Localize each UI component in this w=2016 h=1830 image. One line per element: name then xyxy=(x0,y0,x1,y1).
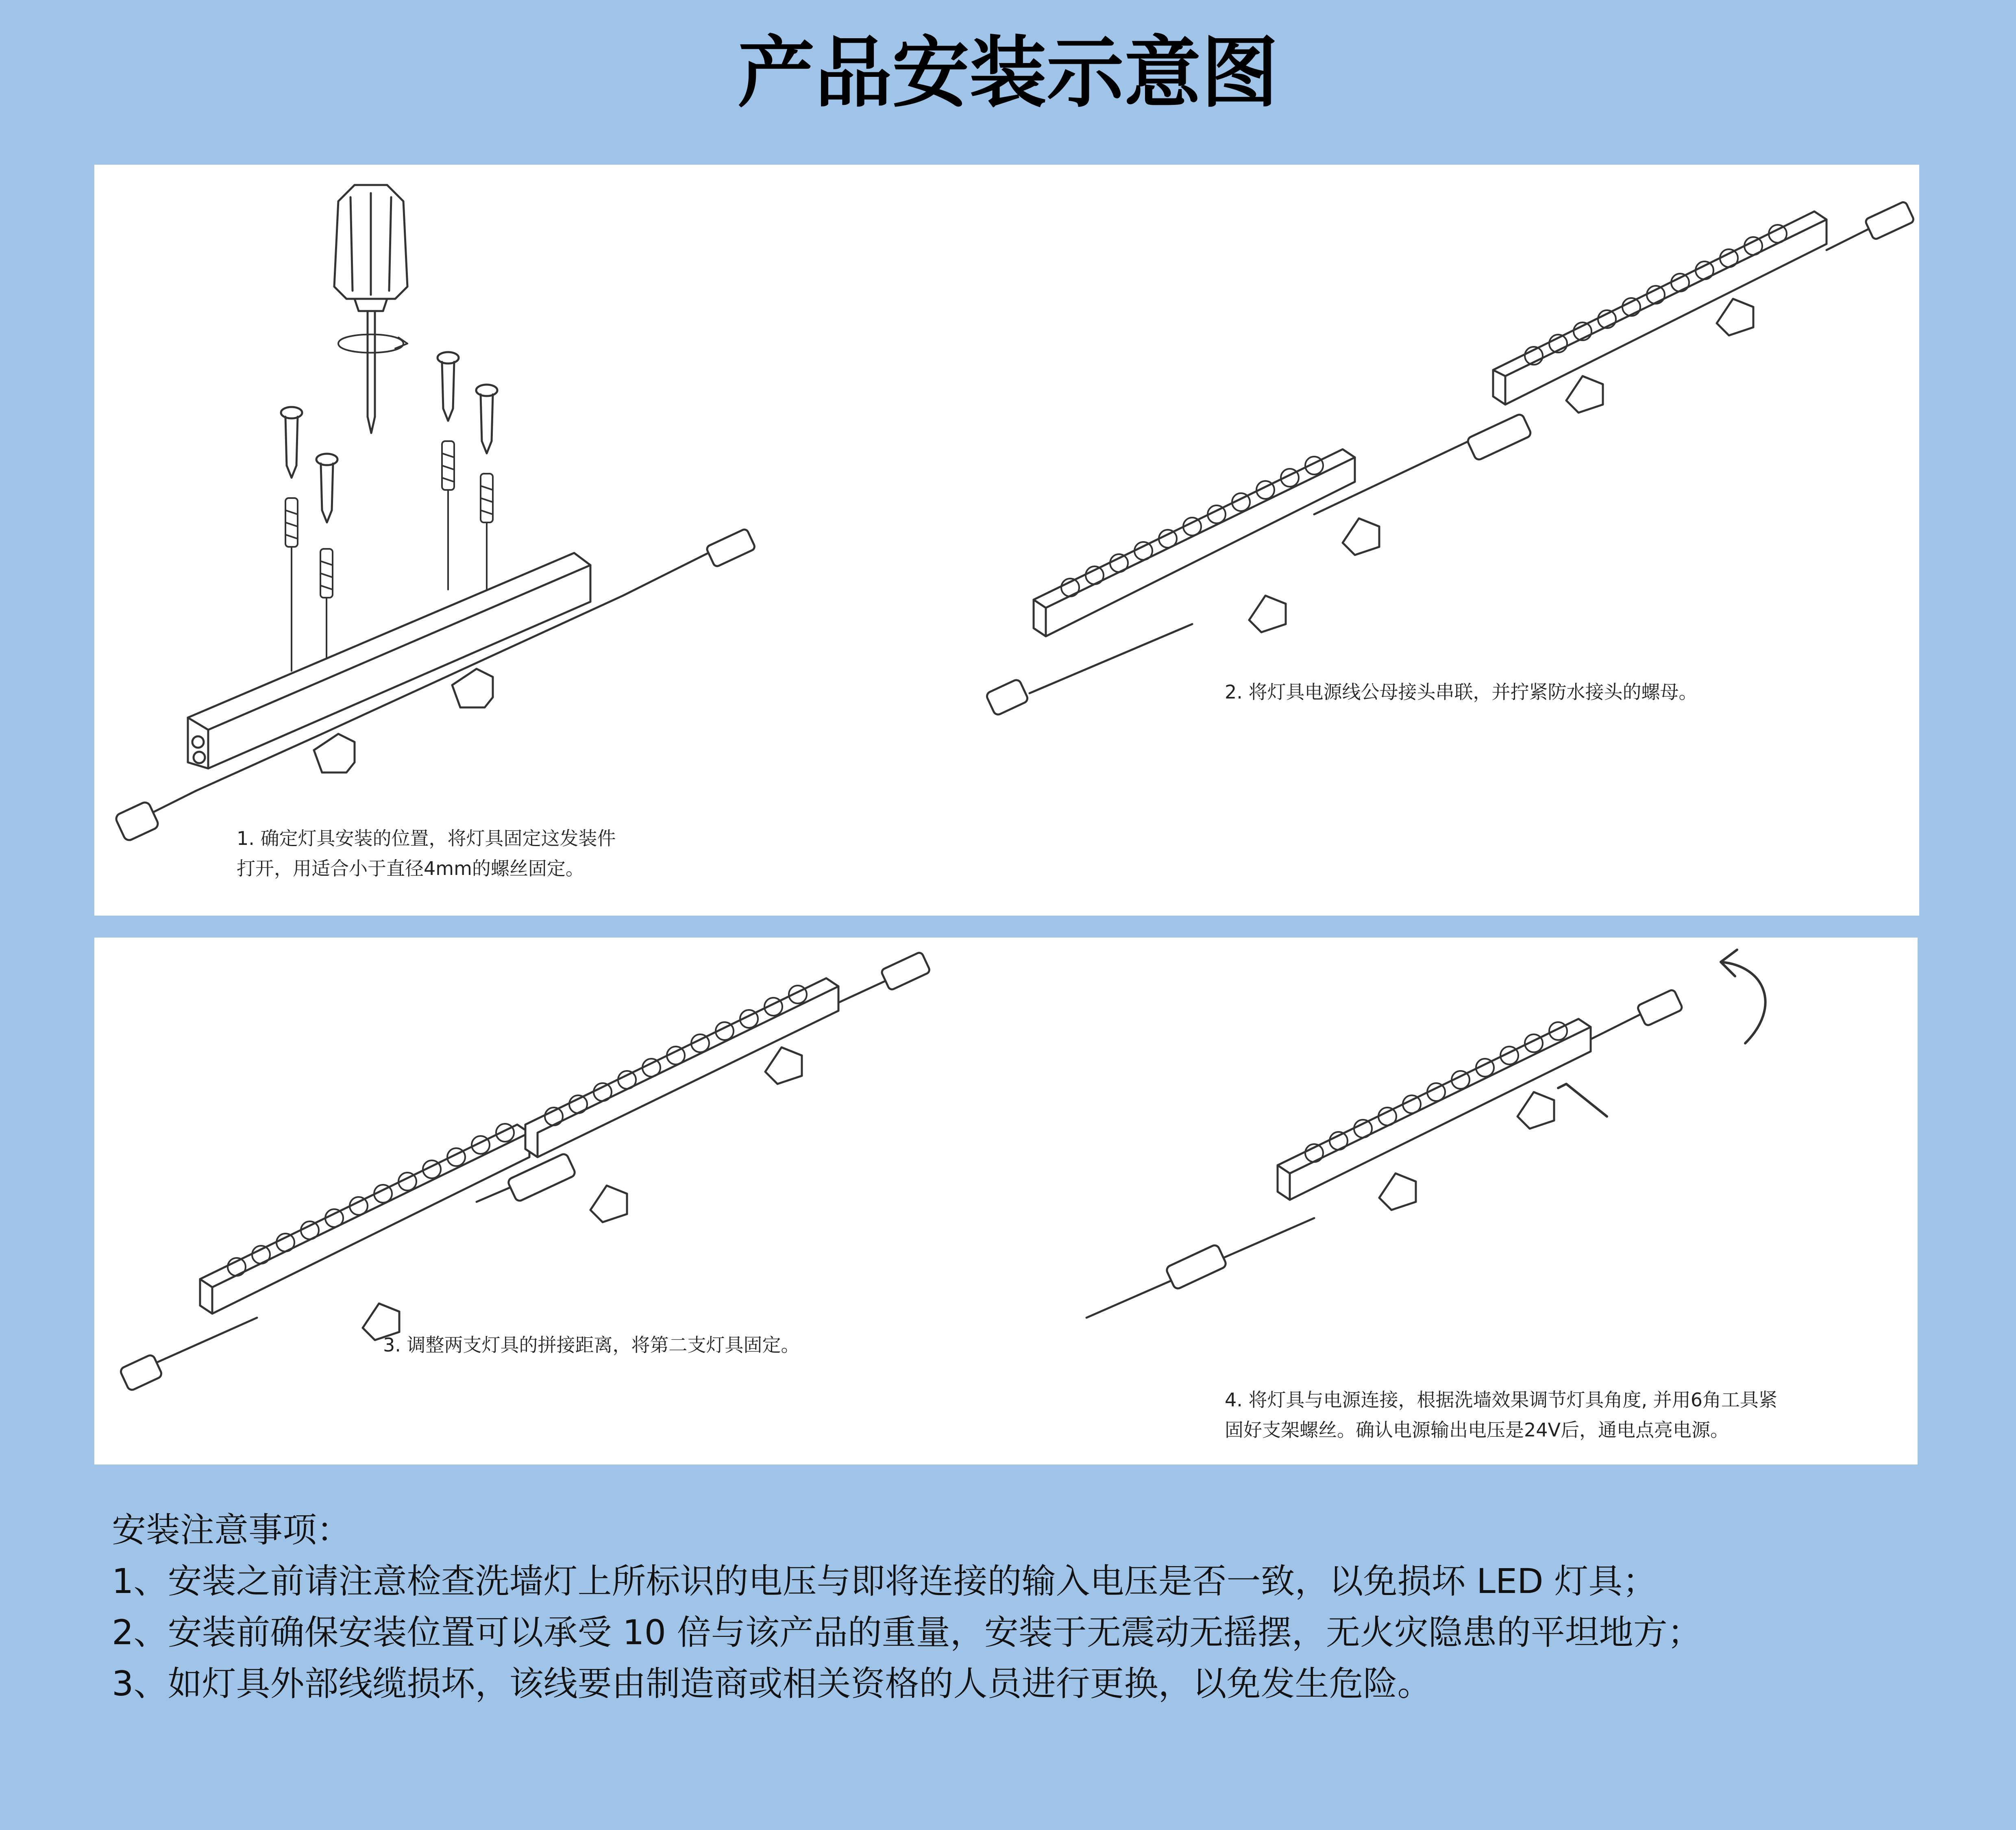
step2-illustration xyxy=(986,201,1915,716)
step3-caption-line: 3. 调整两支灯具的拼接距离，将第二支灯具固定。 xyxy=(383,1334,800,1356)
rotate-arrow-icon xyxy=(1721,962,1766,1043)
mounting-bracket-icon xyxy=(1717,299,1753,335)
mounting-bracket-icon xyxy=(765,1047,802,1084)
mounting-bracket-icon xyxy=(1566,376,1603,413)
led-wall-washer-icon xyxy=(200,1125,529,1314)
top-panel-illustrations xyxy=(94,165,1919,916)
step4-caption-line: 4. 将灯具与电源连接，根据洗墙效果调节灯具角度, 并用6角工具紧 xyxy=(1225,1389,1778,1411)
installation-notes xyxy=(112,1504,1942,1709)
bottom-panel xyxy=(94,938,1918,1464)
mounting-bracket-icon xyxy=(1379,1173,1416,1210)
cable-connector-icon xyxy=(114,528,755,842)
step1-caption xyxy=(237,823,616,883)
hex-key-icon xyxy=(1558,1084,1607,1116)
notes-item: 1、安装之前请注意检查洗墙灯上所标识的电压与即将连接的输入电压是否一致，以免损坏 LED 灯具； xyxy=(112,1561,1657,1601)
step1-caption-line: 打开，用适合小于直径4mm的螺丝固定。 xyxy=(237,857,584,879)
mounting-bracket-icon xyxy=(1517,1092,1554,1129)
mounting-bracket-icon xyxy=(590,1186,627,1222)
top-panel xyxy=(94,165,1919,916)
step4-caption xyxy=(1225,1385,1777,1445)
notes-item: 3、如灯具外部线缆损坏，该线要由制造商或相关资格的人员进行更换，以免发生危险。 xyxy=(112,1664,1432,1704)
step1-caption-line: 1. 确定灯具安装的位置，将灯具固定这发装件 xyxy=(237,827,616,849)
step3-illustration xyxy=(120,951,931,1391)
step2-caption xyxy=(1225,677,1698,707)
step3-caption xyxy=(383,1330,800,1360)
page-title: 产品安装示意图 xyxy=(737,28,1278,118)
screwdriver-icon xyxy=(334,185,407,433)
cable-connector-icon xyxy=(986,201,1915,716)
notes-heading: 安装注意事项： xyxy=(112,1510,351,1550)
screw-icon xyxy=(281,352,497,522)
step4-illustration xyxy=(1086,950,1766,1318)
notes-item: 2、安装前确保安装位置可以承受 10 倍与该产品的重量，安装于无震动无摇摆，无火灾隐患的平坦地方； xyxy=(112,1612,1702,1652)
step1-illustration xyxy=(114,185,755,842)
mounting-bracket-icon xyxy=(1343,518,1379,555)
mounting-bracket-icon xyxy=(1249,596,1286,632)
led-wall-washer-icon xyxy=(1493,211,1827,405)
step4-caption-line: 固好支架螺丝。确认电源输出电压是24V后，通电点亮电源。 xyxy=(1225,1419,1729,1441)
mounting-bracket-icon xyxy=(188,553,590,772)
step2-caption-line: 2. 将灯具电源线公母接头串联，并拧紧防水接头的螺母。 xyxy=(1225,681,1698,703)
led-wall-washer-icon xyxy=(1034,449,1355,636)
